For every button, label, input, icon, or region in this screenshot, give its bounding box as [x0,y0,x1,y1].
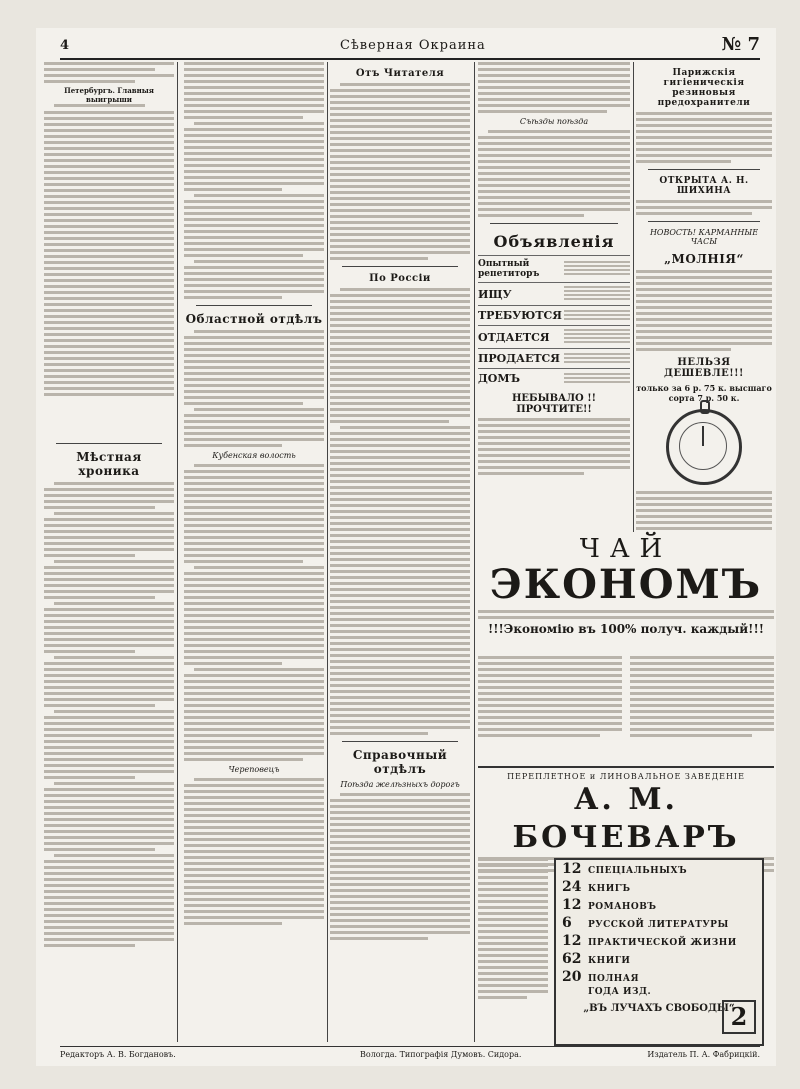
hygiene-ad-heading: Парижскія гигіеническія резиновыя предохранители [657,68,751,108]
column-5 [636,62,772,532]
promo-count: 24 [562,879,582,895]
books-promo-ad [554,858,764,1046]
column-2 [184,62,324,1042]
ad-row [478,368,630,388]
bochevar-name: А. М. БОЧЕВАРЪ [512,782,740,855]
ad-row [478,255,630,282]
promo-text: СПЕЦІАЛЬНЫХЪ [588,866,688,876]
promo-row [556,950,762,968]
tea-ad-brand: ЭКОНОМЪ [489,561,763,608]
pocket-watch-icon [666,409,742,485]
ad-keyword: ДОМЪ [478,372,521,385]
page-footer [60,1046,760,1063]
vital-heading: Съѣзды поѣзда [519,117,589,126]
publisher-credit: Издатель П. А. Фабрицкій. [647,1050,760,1059]
cherepovets-heading: Череповецъ [228,765,280,774]
column-rule [633,62,634,532]
printer-credit: Вологда. Типографія Думовъ. Сидора. [360,1050,522,1059]
watches-name: „МОЛНІЯ“ [664,252,744,266]
promo-row [556,914,762,932]
promo-text: РУССКОЙ ЛИТЕРАТУРЫ [588,920,729,930]
promo-count: 20 [562,969,582,985]
lottery-table-heading: Петербургъ. Главныя выигрыши [64,86,154,104]
column-rule [474,62,475,1042]
ad-row [478,282,630,305]
editor-credit: Редакторъ А. В. Богдановъ. [60,1050,176,1059]
kubensk-heading: Кубенская волость [212,451,296,460]
page-header [60,34,760,60]
promo-count: 6 [562,915,572,931]
promo-row [556,986,762,998]
column-rule [177,62,178,1042]
promo-row [556,896,762,914]
issue-number: № 7 [721,34,760,55]
ads-heading: Объявленія [493,232,615,251]
ad-keyword: ТРЕБУЮТСЯ [478,309,562,322]
column-rule [327,62,328,1042]
nebyvalo-heading: НЕБЫВАЛО !!ПРОЧТИТЕ!! [511,393,597,415]
tea-price-list [478,656,774,764]
watch-price: только за 6 р. 75 к. высшаго сорта 7 р. 50 к. [636,383,772,403]
lottery-table [44,111,174,437]
ad-row [478,305,630,325]
tea-ad-chai: ЧАЙ [579,534,673,564]
promo-row [556,878,762,896]
promo-count: 12 [562,933,582,949]
shikina-ad: ОТКРЫТА А. Н. ШИХИНА [659,176,749,196]
chronicle-text [44,482,174,947]
promo-text: ГОДА ИЗД. [588,987,652,997]
chronicle-heading: Мѣстная хроника [76,450,142,478]
tea-ad-saving: !!!Экономію въ 100% получ. каждый!!! [488,622,764,636]
po-rossii-heading: По Россіи [369,273,431,284]
ad-row [478,325,630,348]
promo-text: КНИГЪ [588,884,631,894]
promo-text: РОМАНОВЪ [588,902,657,912]
column-4 [478,62,630,532]
promo-text: ПРАКТИЧЕСКОЙ ЖИЗНИ [588,938,737,948]
promo-count: 62 [562,951,582,967]
promo-row [556,968,762,986]
watches-heading: НОВОСТЬ! КАРМАННЫЕ ЧАСЫ [649,228,759,246]
promo-row [556,932,762,950]
ad-row [478,348,630,368]
letter-heading: Отъ Читателя [355,68,445,79]
spravochny-heading: Справочный отдѣлъ [352,748,448,776]
oblast-heading: Областной отдѣлъ [185,312,323,326]
column-3 [330,62,470,1042]
ad-keyword: ПРОДАЕТСЯ [478,352,561,365]
column-1 [44,62,174,1042]
ad-keyword: ИЩУ [478,287,512,301]
ad-keyword: Опытный репетиторъ [478,259,540,279]
promo-badge: 2 [722,1000,756,1034]
tea-ad [478,530,774,652]
trains-heading: Поѣзда желѣзныхъ дорогъ [340,780,460,789]
promo-count: 12 [562,897,582,913]
newspaper-page [36,28,776,1066]
promo-title: „ВЪ ЛУЧАХЪ СВОБОДЫ“ [583,1003,735,1014]
bochevar-kind: ПЕРЕПЛЕТНОЕ и ЛИНОВАЛЬНОЕ ЗАВЕДЕНІЕ [507,772,745,781]
cheaper-heading: НЕЛЬЗЯ ДЕШЕВЛЕ!!! [664,357,744,379]
promo-text: ПОЛНАЯ [588,974,640,984]
bochevar-ad [478,766,774,854]
promo-row [556,860,762,878]
promo-count: 12 [562,861,582,877]
ad-keyword: ОТДАЕТСЯ [478,330,550,344]
lower-text [478,858,548,1042]
promo-text: КНИГИ [588,956,631,966]
page-number: 4 [60,38,70,53]
newspaper-title: Сѣверная Окраина [340,38,486,53]
